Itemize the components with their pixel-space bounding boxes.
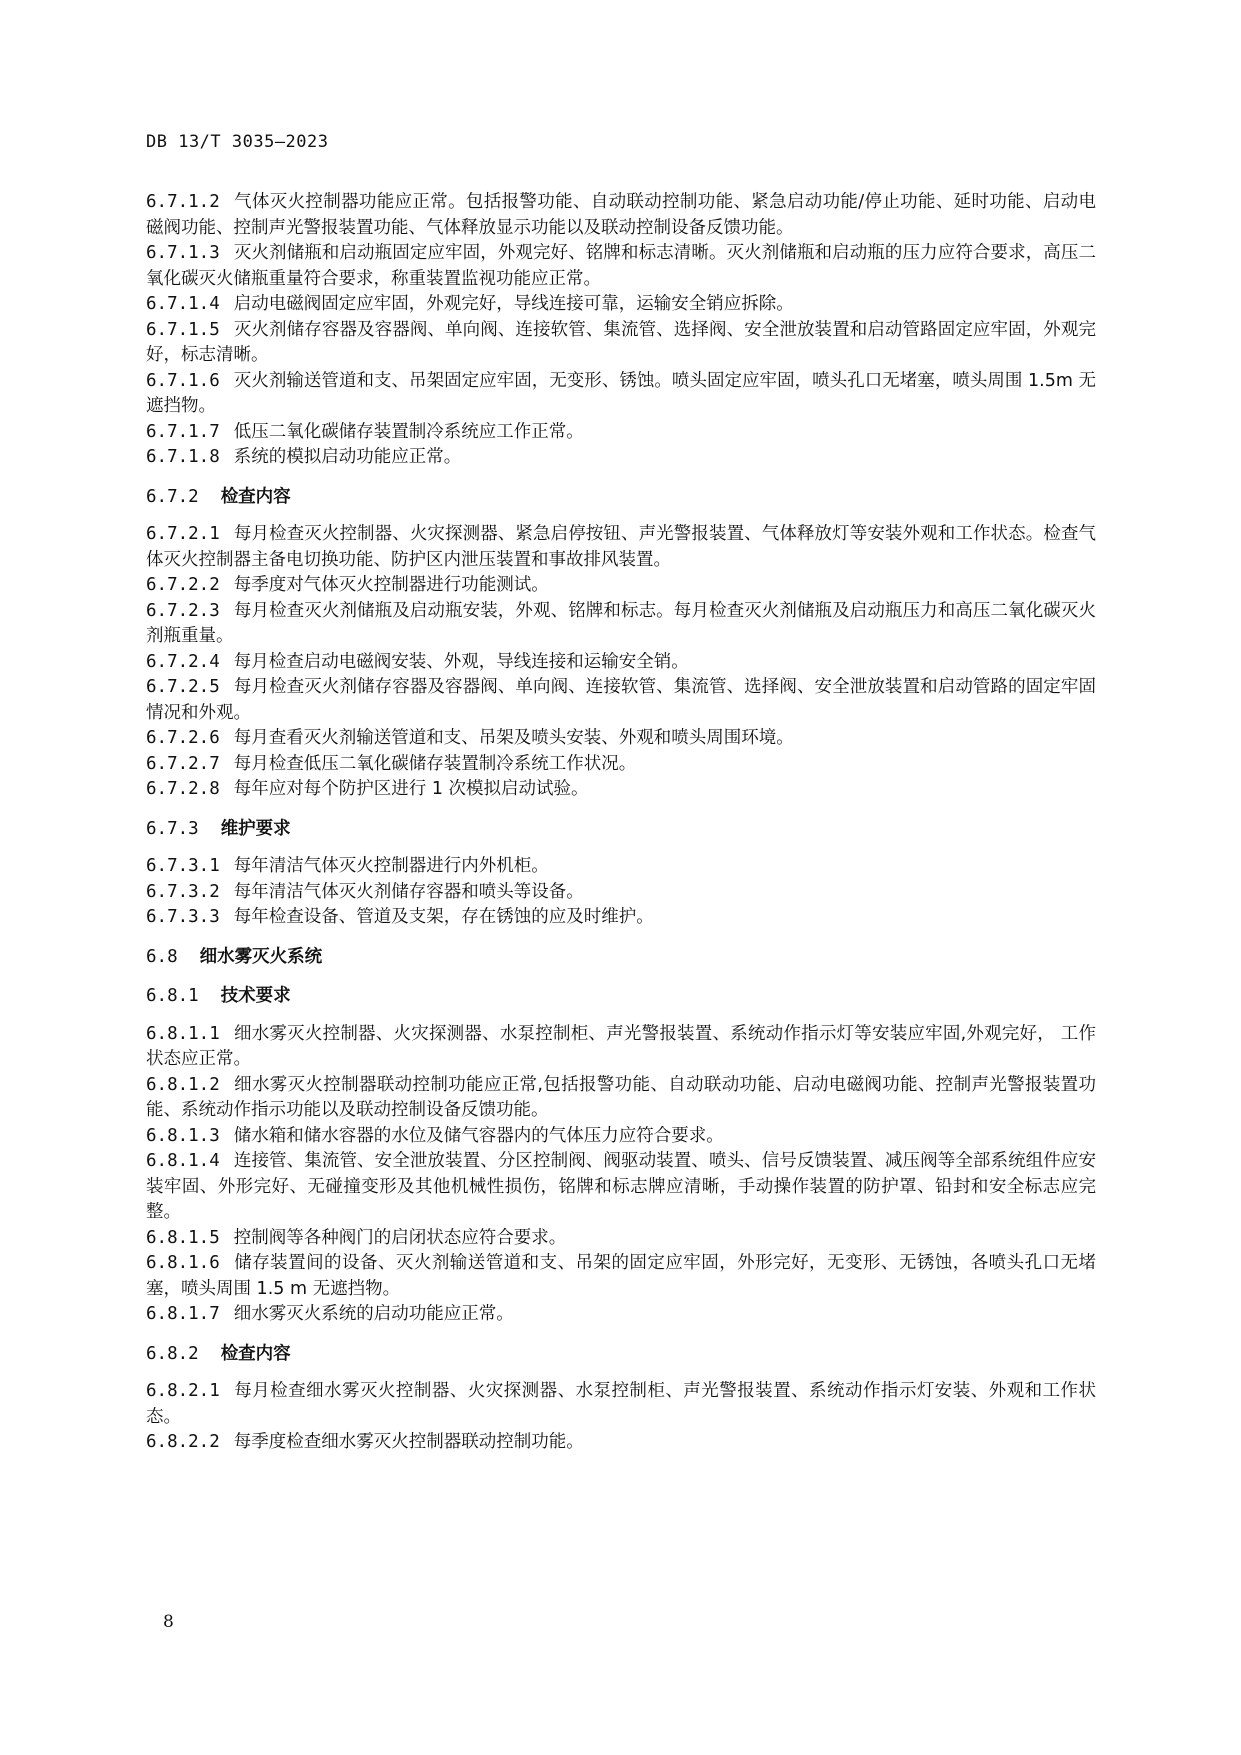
clause-paragraph <box>146 522 1096 573</box>
clause-paragraph <box>146 905 1096 931</box>
clause-paragraph <box>146 675 1096 726</box>
clause-paragraph <box>146 318 1096 369</box>
clause-paragraph <box>146 777 1096 803</box>
clause-text: 灭火剂储存容器及容器阀、单向阀、连接软管、集流管、选择阀、安全泄放装置和启动管路固定应牢固，外观完好，标志清晰。 <box>146 319 1096 365</box>
clause-text: 每月检查细水雾灭火控制器、火灾探测器、水泵控制柜、声光警报装置、系统动作指示灯安装、外观和工作状态。 <box>146 1381 1096 1427</box>
standard-code-header: DB 13/T 3035—2023 <box>146 132 329 152</box>
clause-text: 储水箱和储水容器的水位及储气容器内的气体压力应符合要求。 <box>233 1125 724 1146</box>
section-number: 6.8 <box>146 946 178 967</box>
section-number: 6.8.1 <box>146 986 199 1006</box>
clause-number: 6.7.1.8 <box>146 447 220 467</box>
section-number: 6.7.2 <box>146 486 199 507</box>
clause-number: 6.7.2.8 <box>146 779 220 799</box>
clause-paragraph <box>146 854 1096 880</box>
clause-paragraph <box>146 445 1096 471</box>
clause-paragraph <box>146 599 1096 650</box>
clause-paragraph <box>146 1124 1096 1150</box>
clause-paragraph <box>146 1073 1096 1124</box>
section-title: 技术要求 <box>220 986 291 1006</box>
clause-text: 系统的模拟启动功能应正常。 <box>233 447 462 467</box>
clause-number: 6.8.2.2 <box>146 1432 220 1452</box>
section-heading <box>146 485 1096 511</box>
clause-text: 每季度对气体灭火控制器进行功能测试。 <box>233 575 549 595</box>
clause-paragraph <box>146 1149 1096 1226</box>
clause-number: 6.7.3.1 <box>146 856 220 876</box>
section-heading <box>146 817 1096 843</box>
clause-number: 6.7.2.7 <box>146 753 220 774</box>
clause-text: 低压二氧化碳储存装置制冷系统应工作正常。 <box>233 421 584 442</box>
clause-text: 连接管、集流管、安全泄放装置、分区控制阀、阀驱动装置、喷头、信号反馈装置、减压阀等全部系统组件应安装牢固、外形完好、无碰撞变形及其他机械性损伤，铭牌和标志牌应清晰，手动操作装置的防护罩、铅封和安全标志应完整。 <box>146 1151 1096 1222</box>
clause-paragraph <box>146 1379 1096 1430</box>
clause-number: 6.7.1.5 <box>146 319 220 340</box>
clause-number: 6.7.1.6 <box>146 370 220 391</box>
clause-text: 每季度检查细水雾灭火控制器联动控制功能。 <box>233 1432 584 1452</box>
clause-number: 6.8.2.1 <box>146 1381 220 1401</box>
clause-number: 6.7.2.3 <box>146 600 220 621</box>
clause-paragraph <box>146 1302 1096 1328</box>
clause-text: 储存装置间的设备、灭火剂输送管道和支、吊架的固定应牢固，外形完好，无变形、无锈蚀，各喷头孔口无堵塞，喷头周围 1.5 m 无遮挡物。 <box>146 1253 1096 1299</box>
clause-text: 每月检查低压二氧化碳储存装置制冷系统工作状况。 <box>233 753 637 774</box>
clause-number: 6.7.1.3 <box>146 243 220 263</box>
clause-number: 6.8.1.4 <box>146 1151 220 1171</box>
clause-paragraph <box>146 573 1096 599</box>
clause-number: 6.8.1.5 <box>146 1227 220 1248</box>
clause-text: 细水雾灭火控制器联动控制功能应正常,包括报警功能、自动联动功能、启动电磁阀功能、控制声光警报装置功能、系统动作指示功能以及联动控制设备反馈功能。 <box>146 1074 1096 1120</box>
clause-text: 细水雾灭火控制器、火灾探测器、水泵控制柜、声光警报装置、系统动作指示灯等安装应牢固,外观完好， 工作状态应正常。 <box>146 1023 1096 1069</box>
clause-text: 灭火剂储瓶和启动瓶固定应牢固，外观完好、铭牌和标志清晰。灭火剂储瓶和启动瓶的压力应符合要求，高压二氧化碳灭火储瓶重量符合要求，称重装置监视功能应正常。 <box>146 243 1096 289</box>
clause-text: 每月查看灭火剂输送管道和支、吊架及喷头安装、外观和喷头周围环境。 <box>233 728 794 748</box>
clause-number: 6.7.2.2 <box>146 575 220 595</box>
clause-paragraph <box>146 1251 1096 1302</box>
clause-number: 6.8.1.2 <box>146 1074 220 1095</box>
clause-paragraph <box>146 292 1096 318</box>
clause-text: 每月检查灭火剂储存容器及容器阀、单向阀、连接软管、集流管、选择阀、安全泄放装置和启动管路的固定牢固情况和外观。 <box>146 677 1096 723</box>
clause-text: 细水雾灭火系统的启动功能应正常。 <box>233 1304 514 1324</box>
clause-number: 6.8.1.1 <box>146 1023 220 1044</box>
clause-paragraph <box>146 420 1096 446</box>
clause-text: 控制阀等各种阀门的启闭状态应符合要求。 <box>233 1227 567 1248</box>
clause-paragraph <box>146 241 1096 292</box>
clause-paragraph <box>146 1430 1096 1456</box>
clause-number: 6.7.3.3 <box>146 907 220 927</box>
clause-text: 每年应对每个防护区进行 1 次模拟启动试验。 <box>233 779 589 799</box>
clause-paragraph <box>146 752 1096 778</box>
section-title: 检查内容 <box>220 486 291 507</box>
section-number: 6.7.3 <box>146 818 199 839</box>
clause-text: 每年检查设备、管道及支架，存在锈蚀的应及时维护。 <box>233 907 654 927</box>
section-title: 检查内容 <box>220 1343 291 1364</box>
section-title: 维护要求 <box>220 818 291 839</box>
clause-number: 6.7.2.5 <box>146 677 220 697</box>
clause-number: 6.8.1.3 <box>146 1125 220 1146</box>
clause-number: 6.7.2.6 <box>146 728 220 748</box>
clause-number: 6.8.1.6 <box>146 1253 220 1273</box>
clause-number: 6.7.2.4 <box>146 651 220 672</box>
clause-paragraph <box>146 1226 1096 1252</box>
clause-paragraph <box>146 190 1096 241</box>
clause-paragraph <box>146 650 1096 676</box>
document-body <box>146 190 1096 1456</box>
clause-number: 6.7.1.2 <box>146 192 220 212</box>
section-heading <box>146 1342 1096 1368</box>
section-heading <box>146 984 1096 1010</box>
clause-text: 每月检查灭火控制器、火灾探测器、紧急启停按钮、声光警报装置、气体释放灯等安装外观和工作状态。检查气体灭火控制器主备电切换功能、防护区内泄压装置和事故排风装置。 <box>146 524 1096 570</box>
clause-text: 气体灭火控制器功能应正常。包括报警功能、自动联动控制功能、紧急启动功能/停止功能、延时功能、启动电磁阀功能、控制声光警报装置功能、气体释放显示功能以及联动控制设备反馈功能。 <box>146 192 1096 238</box>
clause-text: 每年清洁气体灭火控制器进行内外机柜。 <box>233 856 549 876</box>
clause-paragraph <box>146 369 1096 420</box>
clause-paragraph <box>146 880 1096 906</box>
clause-text: 每月检查启动电磁阀安装、外观，导线连接和运输安全销。 <box>233 651 689 672</box>
section-title: 细水雾灭火系统 <box>199 946 323 967</box>
clause-paragraph <box>146 726 1096 752</box>
page-number: 8 <box>163 1612 174 1632</box>
clause-number: 6.8.1.7 <box>146 1304 220 1324</box>
clause-number: 6.7.2.1 <box>146 524 220 544</box>
clause-number: 6.7.1.7 <box>146 421 220 442</box>
section-number: 6.8.2 <box>146 1343 199 1364</box>
clause-text: 每年清洁气体灭火剂储存容器和喷头等设备。 <box>233 881 584 902</box>
clause-text: 启动电磁阀固定应牢固，外观完好，导线连接可靠，运输安全销应拆除。 <box>233 294 794 314</box>
section-heading <box>146 945 1096 971</box>
clause-paragraph <box>146 1022 1096 1073</box>
clause-number: 6.7.3.2 <box>146 881 220 902</box>
clause-text: 每月检查灭火剂储瓶及启动瓶安装，外观、铭牌和标志。每月检查灭火剂储瓶及启动瓶压力和高压二氧化碳灭火剂瓶重量。 <box>146 600 1096 646</box>
clause-text: 灭火剂输送管道和支、吊架固定应牢固，无变形、锈蚀。喷头固定应牢固，喷头孔口无堵塞，喷头周围 1.5m 无遮挡物。 <box>146 370 1096 416</box>
clause-number: 6.7.1.4 <box>146 294 220 314</box>
